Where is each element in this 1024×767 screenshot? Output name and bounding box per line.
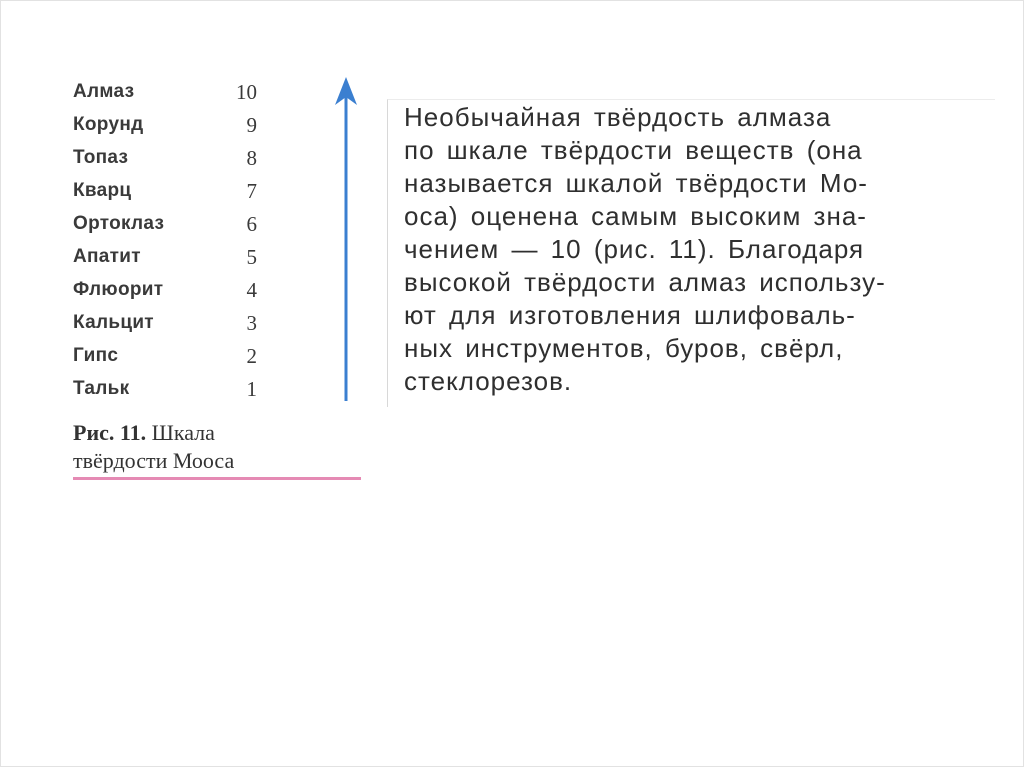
- mineral-name: Флюорит: [73, 279, 164, 300]
- hardness-value: 7: [246, 179, 257, 203]
- hardness-value: 1: [246, 377, 257, 401]
- mineral-name: Алмаз: [73, 81, 135, 102]
- scale-row: [73, 178, 273, 211]
- arrow-up-icon: [331, 77, 361, 401]
- hardness-value: 5: [246, 245, 257, 269]
- figure-caption: [73, 419, 363, 475]
- figure-label: Рис. 11.: [73, 420, 147, 445]
- mineral-name: Кварц: [73, 180, 132, 201]
- hardness-value: 8: [246, 146, 257, 170]
- figure-title-line2: твёрдости Мооса: [73, 448, 235, 473]
- scale-row: [73, 343, 273, 376]
- mineral-name: Топаз: [73, 147, 129, 168]
- mineral-name: Тальк: [73, 378, 130, 399]
- mineral-name: Ортоклаз: [73, 213, 165, 234]
- paragraph-line: называется шкалой твёрдости Мо-: [404, 168, 868, 198]
- hardness-value: 2: [246, 344, 257, 368]
- scale-row: [73, 376, 273, 409]
- figure-title-line1: Шкала: [151, 420, 215, 445]
- mineral-name: Гипс: [73, 345, 119, 366]
- paragraph-line: высокой твёрдости алмаз использу-: [404, 267, 886, 297]
- hardness-value: 4: [246, 278, 257, 302]
- paragraph-line: Необычайная твёрдость алмаза: [404, 102, 832, 132]
- hardness-value: 9: [246, 113, 257, 137]
- scale-row: [73, 112, 273, 145]
- scale-row: [73, 244, 273, 277]
- paragraph-line: ных инструментов, буров, свёрл,: [404, 333, 844, 363]
- paragraph-box: [387, 99, 995, 407]
- hardness-value: 10: [236, 80, 257, 104]
- hardness-value: 6: [246, 212, 257, 236]
- paragraph-line: чением — 10 (рис. 11). Благодаря: [404, 234, 865, 264]
- mohs-scale-table: [73, 79, 273, 409]
- scale-row: [73, 79, 273, 112]
- scale-row: [73, 211, 273, 244]
- caption-underline: [73, 477, 361, 480]
- mineral-name: Апатит: [73, 246, 141, 267]
- scale-row: [73, 310, 273, 343]
- mineral-name: Кальцит: [73, 312, 154, 333]
- paragraph-line: стеклорезов.: [404, 366, 573, 396]
- scale-row: [73, 277, 273, 310]
- scale-row: [73, 145, 273, 178]
- hardness-value: 3: [246, 311, 257, 335]
- paragraph-line: оса) оценена самым высоким зна-: [404, 201, 867, 231]
- paragraph-line: ют для изготовления шлифоваль-: [404, 300, 856, 330]
- paragraph-line: по шкале твёрдости веществ (она: [404, 135, 863, 165]
- mineral-name: Корунд: [73, 114, 144, 135]
